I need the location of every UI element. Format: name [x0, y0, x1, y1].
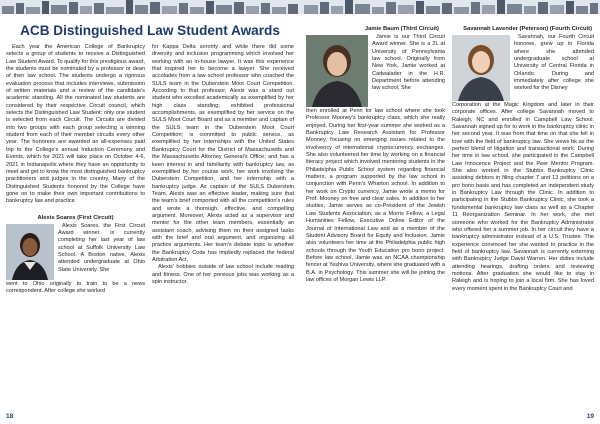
savannah-bio-wrap: Savannah, our Fourth Circuit honoree, grew up in Florida where she attended undergraduate school at University of Central Florida in Orlando. During and immediately after college she worked for the Disney	[514, 34, 594, 92]
page-headline: ACB Distinguished Law Student Awards	[20, 23, 280, 38]
alexis-hobbies: Alexis' hobbies outside of law school include reading and fitness. One of her previous jobs was working as a spin instructor.	[152, 264, 294, 285]
portrait-photo-icon	[6, 224, 54, 280]
skyline-icon	[0, 0, 300, 14]
alexis-bio-rest: went to Ohio originally to train to be a news correspondent. After college she worked	[6, 280, 145, 294]
profile-name-jamie: Jamie Baum (Third Circuit)	[364, 26, 439, 32]
right-column-2	[452, 26, 594, 418]
city-skyline-banner-left	[0, 0, 300, 14]
profile-name-alexis: Alexis Soares (First Circuit)	[37, 214, 114, 221]
city-skyline-banner-right	[300, 0, 600, 14]
portrait-photo-icon	[452, 35, 510, 101]
right-column-1	[306, 26, 445, 418]
alexis-bio-wrap: Alexis Soares, the First Circuit Award winner, is currently completing her last year of law school at Suffolk University Law School. A Boston native, Alexis attended undergraduate at Ohio State University. She	[58, 222, 145, 273]
jamie-bio-rest: then enrolled at Penn for law school where she took Professor Mooney's bankruptcy class, which she really enjoyed. During her first-year summer she worked as a Bankruptcy Law Research Assistant for Professor Mooney, focusing on emerging issues related to the involvency of international cryptocurrency exchanges. She also volunteered her time by working on a financial literacy project which involved mentoring students in the Philadelphia Public School system regarding financial matters, a program supported by the law school in conjunction with Penn's Wharton school. In addition to her work on Crypto currency, Jamie wrote a memo for Prof. Mooney on free and clear sales. In addition to her studies, Jamie serves as co-President of the Jewish Law Students Association, as a Morris Fellow, a Legal Humanities Fellow, Executive Online Editor of the Journal of International Law and as a member of the Student Advisory Board for Equity and Inclusion. Jamie also volunteers her time at the Philadelphia public high schools through the Youth Education pro bono project. Before law school, Jamie was an NCAA championship fencer at Yeshiva University, where she graduated with a B.A. in Psychology. This summer she will be joining the law offices of Morgan Lewis LLP.	[306, 108, 445, 283]
page-number-left: 18	[6, 413, 14, 420]
portrait-photo-icon	[306, 35, 368, 107]
right-page	[300, 14, 600, 424]
savannah-photo	[452, 35, 510, 101]
alexis-bio-continued: for Kappa Delta sorority and while there did some diversity and inclusion programming which involved her working with an in-house lawyer. It was this experience that inspired her to become a lawyer. She received accolades from a law school professor who coached the SULS team in the Duberstein Moot Court Competition. According to that professor, Alexis was a stand out student who excelled academically as exemplified by her high class standing; exhibited professional accomplishments, as exemplified by her service on the SULS Moot Court Board and as a member and captain of the SULS team in the Duberstein Moot Court Competition; is committed to public service, as exemplified by her internships with the United States Bankruptcy Court for the District of Massachusetts and the Massachusetts Attorney General's Office; and has a keen interest in and familiarity with bankruptcy law, as exemplified by her course work, her work involving the Duberstein Competition, and her internship with a bankruptcy judge. As captain of the SULS Duberstein Team, Alexis was an effective leader, making sure that the team's brief comported with all the competition's rules and wrote a thorough, effective, and compelling argument. Moreover, Alexis acted as a supervisor and mentor for the other team members, essentially an assistant coach, advising them on their assigned tasks with the brief and oral argument, and organizing all practice arguments. Her team's debate topic is whether the Bankruptcy Code has impliedly replaced the federal Arbitration Act.	[152, 44, 294, 263]
jamie-bio-wrap: Jamie is our Third Circuit Award winner. She is a 2L at University of Pennsylvania law school. Originally from New York, Jamie worked at Cadwalader in the H.R. Department before attending law school. She	[372, 34, 445, 92]
alexis-bio	[6, 223, 145, 296]
savannah-bio	[452, 34, 594, 293]
skyline-icon	[300, 0, 600, 14]
savannah-bio-rest: Corporation at the Magic Kingdom and later in their corporate offices. After college Savannah moved to Raleigh, NC and enrolled in Campbell Law School. Savannah signed up for to work in the bankruptcy clinic in her second year. It was from that time on that she fell in love with the field of bankruptcy law. She views bk as the perfect blend of litigation and transactional work. During her time in law school, she participated in the Campbell Law Innocence Project and the Peer Mentor Program. She also worked in the Stubbs Bankruptcy Clinic assisting debtors in filing chapter 7 and 13 petitions on a pro bono basis and has completed an independent study in Bankruptcy Law through the Clinic. In addition to participating in the Stubbs Bankruptcy Clinic, she took a fundamental bankruptcy law class as well as a Chapter 11 Reorganization Seminar. In her work, she met someone who worked for the Bankruptcy Administrator who offered her a summer job. In her circuit they have a bankruptcy administrator instead of a U.S. Trustee. The experience convinced her she wanted to practice in the field of bankruptcy law. Savannah is currently externing with Bankruptcy Judge David Warren. Her duties include attending hearings, drafting orders and reviewing motions. After graduation she would like to stay in Raleigh and is hoping to join a local firm. She has loved every moment spent in the Bankruptcy Court and	[452, 102, 594, 292]
left-column-2	[152, 44, 294, 416]
intro-paragraph: Each year the American College of Bankruptcy selects a group of students to receive a Distinguished Law Student Award. To qualify for this prestigious award, the students must be nominated by a professor or dean of their law school. The students undergo a rigorous evaluation process that includes interviews, submission of written materials and a review of the candidate's academic standing. All the nominated law students are considered by their respective Circuit council, which selects the Distinguished Law Student; only one student is selected from each Circuit. The Circuits are divided into two groups with each group selecting a winning student from each of their member circuits every other year. The honorees are awarded an all-expenses paid trip to the College's annual Induction Ceremony and Events, which for 2021 will take place on October 4-6, 2021 in Indianapolis where they have an opportunity to meet and get to know the most distinguished bankruptcy practitioners and judges in the country. Many of the Distinguished Students honored by the College have gone on to make their own important contributions to bankruptcy law and practice.	[6, 44, 145, 205]
jamie-bio	[306, 34, 445, 284]
left-column-1	[6, 44, 145, 416]
page-number-right: 19	[586, 413, 594, 420]
left-page	[0, 14, 300, 424]
profile-name-savannah: Savannah Lavender (Peterson) (Fourth Circuit)	[463, 26, 592, 32]
alexis-photo	[6, 224, 54, 280]
jamie-photo	[306, 35, 368, 107]
